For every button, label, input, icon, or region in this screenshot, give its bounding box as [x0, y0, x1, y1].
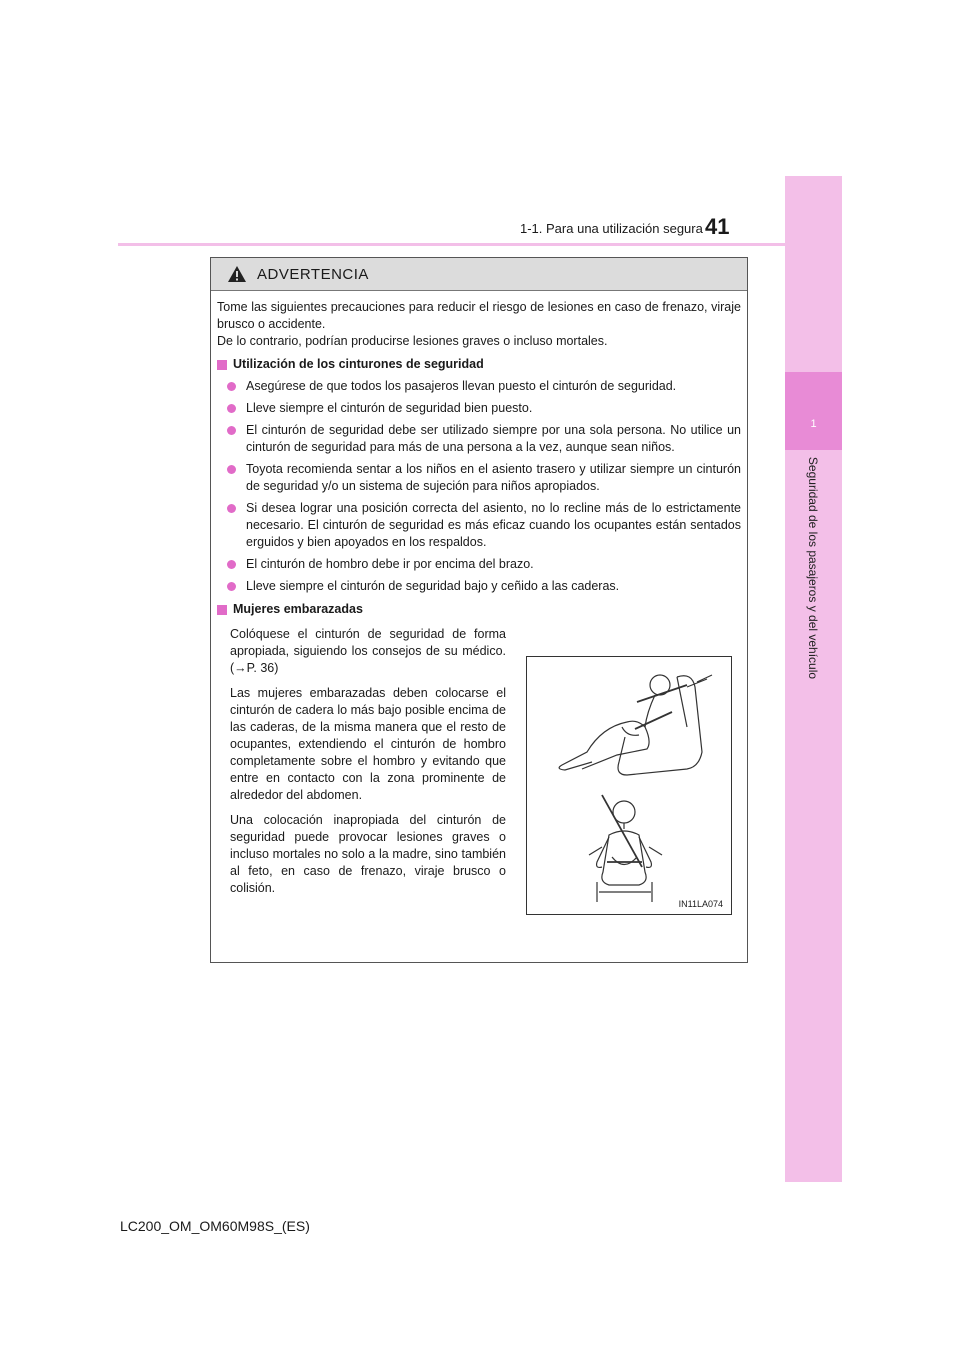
section-heading-pregnant: Mujeres embarazadas — [217, 601, 741, 618]
bullet-icon — [227, 582, 236, 591]
bullet-icon — [227, 404, 236, 413]
pregnant-text — [217, 626, 506, 905]
list-item: Asegúrese de que todos los pasajeros llevan puesto el cinturón de seguridad. — [217, 378, 741, 395]
warning-triangle-icon — [227, 265, 247, 283]
pregnant-paragraph: Colóquese el cinturón de seguridad de forma apropiada, siguiendo los consejos de su médico. (→P. 36) — [230, 627, 506, 675]
side-tab-active — [785, 372, 842, 450]
pregnant-paragraph: Las mujeres embarazadas deben colocarse el cinturón de cadera lo más bajo posible encima de las caderas, de la misma manera que el resto de ocupantes, extendiendo el cinturón de hombro completamente sobre el hombro y evitando que entre en contacto con la zona prominente de alrededor del abdomen. — [230, 686, 506, 802]
section-heading-seatbelts: Utilización de los cinturones de seguridad — [217, 356, 741, 373]
footer-doc-code: LC200_OM_OM60M98S_(ES) — [120, 1218, 310, 1234]
warning-intro-2: De lo contrario, podrían producirse lesiones graves o incluso mortales. — [217, 334, 608, 348]
section-title: 1-1. Para una utilización segura — [520, 221, 703, 236]
pregnant-seatbelt-illustration — [526, 656, 732, 915]
list-item: Si desea lograr una posición correcta del asiento, no lo recline más de lo estrictamente necesario. El cinturón de seguridad es más eficaz cuando los ocupantes están sentados erguidos y bien apoyados en los respaldos. — [217, 500, 741, 551]
bullet-icon — [227, 465, 236, 474]
bullet-icon — [227, 560, 236, 569]
list-item: Lleve siempre el cinturón de seguridad bien puesto. — [217, 400, 741, 417]
bullet-icon — [227, 382, 236, 391]
side-tab-label: Seguridad de los pasajeros y del vehículo — [806, 456, 820, 680]
illustration-drawing — [527, 657, 731, 914]
bullet-icon — [227, 426, 236, 435]
square-bullet-icon — [217, 605, 227, 615]
bullet-icon — [227, 504, 236, 513]
square-bullet-icon — [217, 360, 227, 370]
page-number: 41 — [705, 214, 730, 239]
warning-intro: Tome las siguientes precauciones para reducir el riesgo de lesiones en caso de frenazo, viraje brusco o accidente. — [217, 300, 741, 331]
header-rule — [118, 243, 785, 246]
list-item: Toyota recomienda sentar a los niños en el asiento trasero y utilizar siempre un cinturón de seguridad y/o un sistema de sujeción para niños apropiados. — [217, 461, 741, 495]
list-item: El cinturón de seguridad debe ser utilizado siempre por una sola persona. No utilice un cinturón de seguridad para más de una persona a la vez, aunque sean niños. — [217, 422, 741, 456]
warning-title: ADVERTENCIA — [257, 265, 369, 283]
figure-code: IN11LA074 — [678, 899, 723, 909]
warning-box — [210, 257, 748, 963]
list-item: Lleve siempre el cinturón de seguridad bajo y ceñido a las caderas. — [217, 578, 741, 595]
side-tab-number: 1 — [810, 418, 817, 430]
list-item: El cinturón de hombro debe ir por encima del brazo. — [217, 556, 741, 573]
pregnant-paragraph: Una colocación inapropiada del cinturón de seguridad puede provocar lesiones graves o incluso mortales no solo a la madre, sino también al feto, en caso de frenazo, viraje brusco o colisión. — [230, 813, 506, 895]
warning-header — [211, 258, 747, 291]
